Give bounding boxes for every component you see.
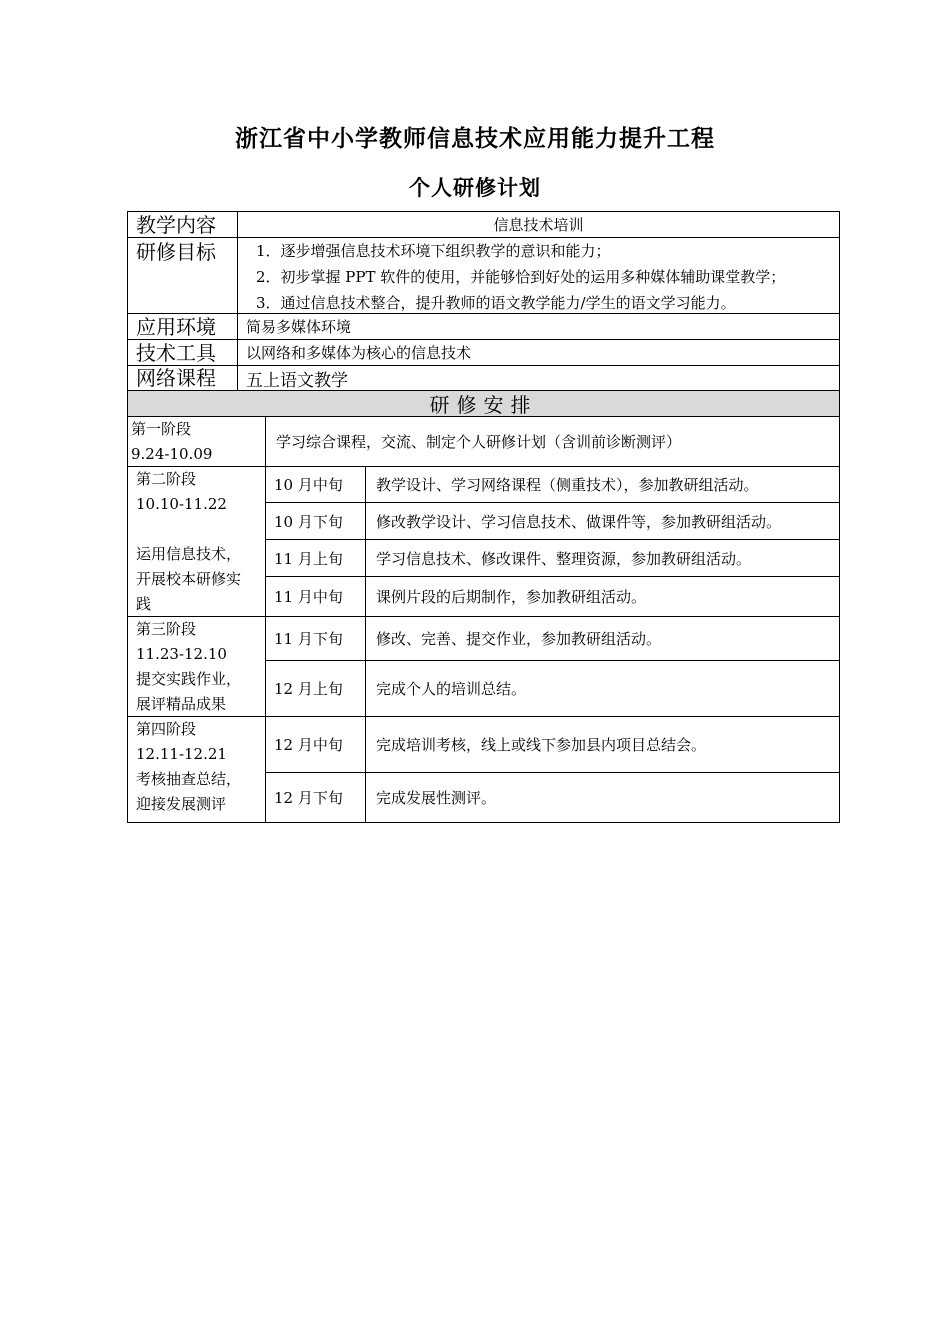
stage-2-dates: 10.10-11.22 bbox=[136, 495, 227, 513]
time-cell: 10 月中旬 bbox=[265, 466, 366, 503]
stage-2-name: 第二阶段 bbox=[136, 470, 197, 488]
activity-cell: 修改教学设计、学习信息技术、做课件等，参加教研组活动。 bbox=[365, 502, 840, 540]
stage-3-desc: 提交实践作业， bbox=[136, 670, 242, 688]
env-value: 简易多媒体环境 bbox=[237, 313, 840, 340]
course-value: 五上语文教学 bbox=[237, 365, 840, 391]
goal-item: 2．初步掌握 PPT 软件的使用，并能够恰到好处的运用多种媒体辅助课堂教学； bbox=[256, 268, 786, 286]
activity-cell: 完成个人的培训总结。 bbox=[365, 660, 840, 717]
activity-cell: 课例片段的后期制作，参加教研组活动。 bbox=[365, 576, 840, 617]
time-cell: 12 月中旬 bbox=[265, 716, 366, 773]
activity-cell: 教学设计、学习网络课程（侧重技术），参加教研组活动。 bbox=[365, 466, 840, 503]
time-cell: 11 月中旬 bbox=[265, 576, 366, 617]
activity-cell: 完成发展性测评。 bbox=[365, 772, 840, 823]
course-label: 网络课程 bbox=[127, 365, 238, 391]
stage-3-name: 第三阶段 bbox=[136, 620, 197, 638]
goal-item: 1．逐步增强信息技术环境下组织教学的意识和能力； bbox=[256, 242, 611, 260]
time-cell: 12 月下旬 bbox=[265, 772, 366, 823]
time-cell: 12 月上旬 bbox=[265, 660, 366, 717]
stage-4-name: 第四阶段 bbox=[136, 720, 197, 738]
time-cell: 11 月上旬 bbox=[265, 539, 366, 577]
stage-4-dates: 12.11-12.21 bbox=[136, 745, 227, 763]
stage-1-name: 第一阶段 bbox=[131, 420, 192, 438]
stage-4-desc: 考核抽查总结， bbox=[136, 770, 242, 788]
content-label: 教学内容 bbox=[127, 211, 238, 238]
document-subtitle: 个人研修计划 bbox=[409, 175, 541, 200]
time-cell: 10 月下旬 bbox=[265, 502, 366, 540]
stage-4-desc: 迎接发展测评 bbox=[136, 795, 227, 813]
activity-cell: 修改、完善、提交作业，参加教研组活动。 bbox=[365, 616, 840, 661]
stage-2-desc: 运用信息技术， bbox=[136, 545, 242, 563]
schedule-header: 研修安排 bbox=[127, 390, 840, 417]
env-label: 应用环境 bbox=[127, 313, 238, 340]
stage-3-desc: 展评精品成果 bbox=[136, 695, 227, 713]
content-value: 信息技术培训 bbox=[237, 211, 840, 238]
stage-1-summary: 学习综合课程，交流、制定个人研修计划（含训前诊断测评） bbox=[265, 416, 840, 467]
goal-label: 研修目标 bbox=[127, 237, 238, 314]
tool-label: 技术工具 bbox=[127, 339, 238, 366]
activity-cell: 完成培训考核，线上或线下参加县内项目总结会。 bbox=[365, 716, 840, 773]
activity-cell: 学习信息技术、修改课件、整理资源，参加教研组活动。 bbox=[365, 539, 840, 577]
goal-item: 3．通过信息技术整合，提升教师的语文教学能力/学生的语文学习能力。 bbox=[256, 294, 736, 312]
goal-list bbox=[237, 237, 840, 314]
stage-4-cell bbox=[127, 716, 266, 823]
stage-2-desc: 践 bbox=[136, 595, 152, 613]
stage-3-dates: 11.23-12.10 bbox=[136, 645, 227, 663]
document-title: 浙江省中小学教师信息技术应用能力提升工程 bbox=[235, 125, 715, 152]
stage-1-cell bbox=[127, 416, 266, 467]
stage-2-cell bbox=[127, 466, 266, 617]
tool-value: 以网络和多媒体为核心的信息技术 bbox=[237, 339, 840, 366]
time-cell: 11 月下旬 bbox=[265, 616, 366, 661]
stage-1-dates: 9.24-10.09 bbox=[131, 445, 213, 463]
stage-2-desc: 开展校本研修实 bbox=[136, 570, 242, 588]
stage-3-cell bbox=[127, 616, 266, 717]
